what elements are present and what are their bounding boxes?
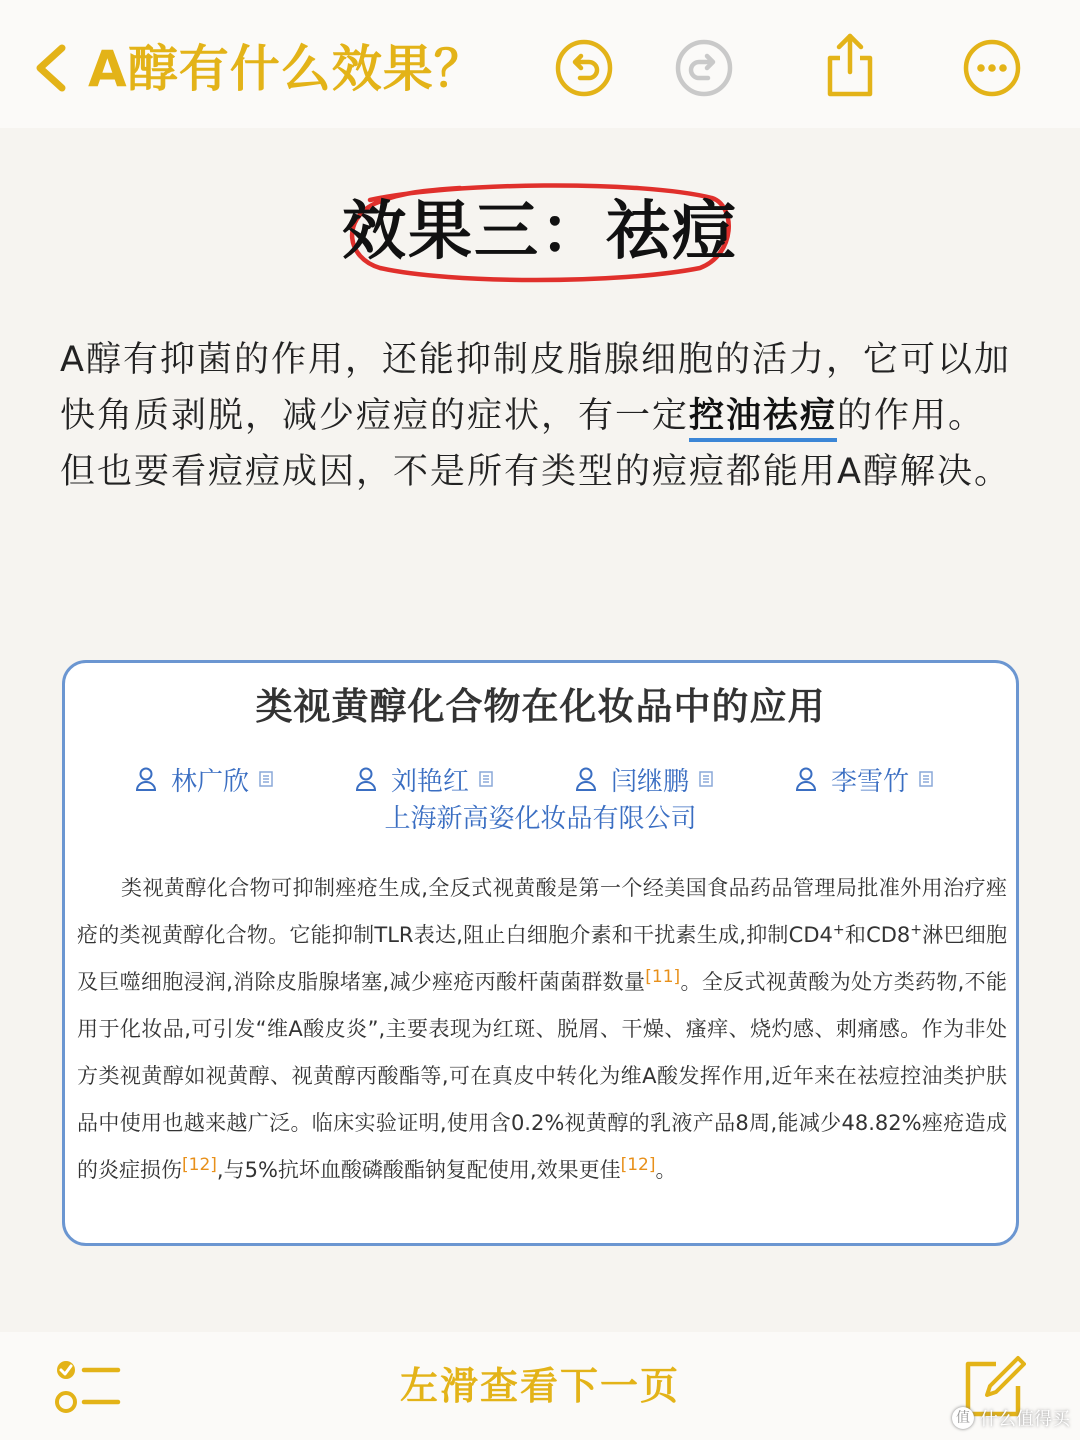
bottom-toolbar — [0, 1332, 1080, 1440]
document-icon — [919, 771, 933, 787]
watermark: 值 什么值得买 — [952, 1404, 1070, 1432]
note-title: A醇有什么效果？ — [88, 40, 485, 98]
person-icon — [355, 767, 377, 791]
paragraph-1: A醇有抑菌的作用，还能抑制皮脂腺细胞的活力，它可以加快角质剥脱，减少痘痘的症状，有一定控油祛痘的作用。 — [60, 332, 1030, 444]
heading-text: 效果三：祛痘 — [342, 195, 738, 269]
paragraph-2: 但也要看痘痘成因，不是所有类型的痘痘都能用A醇解决。 — [60, 452, 1011, 492]
author-3[interactable]: 闫继鹏 — [575, 761, 713, 797]
citation-ref[interactable]: [12] — [620, 1155, 656, 1175]
redo-icon[interactable] — [674, 38, 734, 98]
back-chevron-icon[interactable] — [28, 42, 74, 94]
highlighted-keyword: 控油祛痘 — [689, 396, 837, 442]
document-icon — [259, 771, 273, 787]
top-toolbar — [0, 0, 1080, 128]
more-options-icon[interactable] — [962, 38, 1022, 98]
person-icon — [795, 767, 817, 791]
paper-title: 类视黄醇化合物在化妆品中的应用 — [255, 685, 826, 728]
citation-ref[interactable]: [11] — [645, 967, 681, 987]
paper-excerpt-card — [62, 660, 1019, 1246]
person-icon — [135, 767, 157, 791]
person-icon — [575, 767, 597, 791]
watermark-logo-icon: 值 — [952, 1407, 974, 1429]
author-affiliation[interactable]: 上海新高姿化妆品有限公司 — [384, 804, 697, 834]
author-4[interactable]: 李雪竹 — [795, 761, 933, 797]
paper-abstract: 类视黄醇化合物可抑制痤疮生成,全反式视黄酸是第一个经美国食品药品管理局批准外用治疗痤疮的类视黄醇化合物。它能抑制TLR表达,阻止白细胞介素和干扰素生成,抑制CD4+和CD8+淋巴细胞及巨噬细胞浸润,消除皮脂腺堵塞,减少痤疮丙酸杆菌菌群数量[11]。全反式视黄酸为处方类药物,不能用于化妆品,可引发“维A酸皮炎”,主要表现为红斑、脱屑、干燥、瘙痒、烧灼感、刺痛感。作为非处方类视黄醇如视黄醇、视黄醇丙酸酯等,可在真皮中转化为维A酸发挥作用,近年来在祛痘控油类护肤品中使用也越来越广泛。临床实验证明,使用含0.2%视黄醇的乳液产品8周,能减少48.82%痤疮造成的炎症损伤[12],与5%抗坏血酸磷酸酯钠复配使用,效果更佳[12]。 — [77, 876, 1007, 1182]
citation-ref[interactable]: [12] — [182, 1155, 217, 1175]
section-heading — [340, 180, 740, 284]
document-icon — [479, 771, 493, 787]
body-text — [60, 332, 1030, 500]
document-icon — [699, 771, 713, 787]
author-2[interactable]: 刘艳红 — [355, 761, 493, 797]
share-icon[interactable] — [820, 32, 880, 98]
swipe-hint: 左滑查看下一页 — [399, 1364, 680, 1408]
author-1[interactable]: 林广欣 — [135, 761, 273, 797]
undo-icon[interactable] — [554, 38, 614, 98]
